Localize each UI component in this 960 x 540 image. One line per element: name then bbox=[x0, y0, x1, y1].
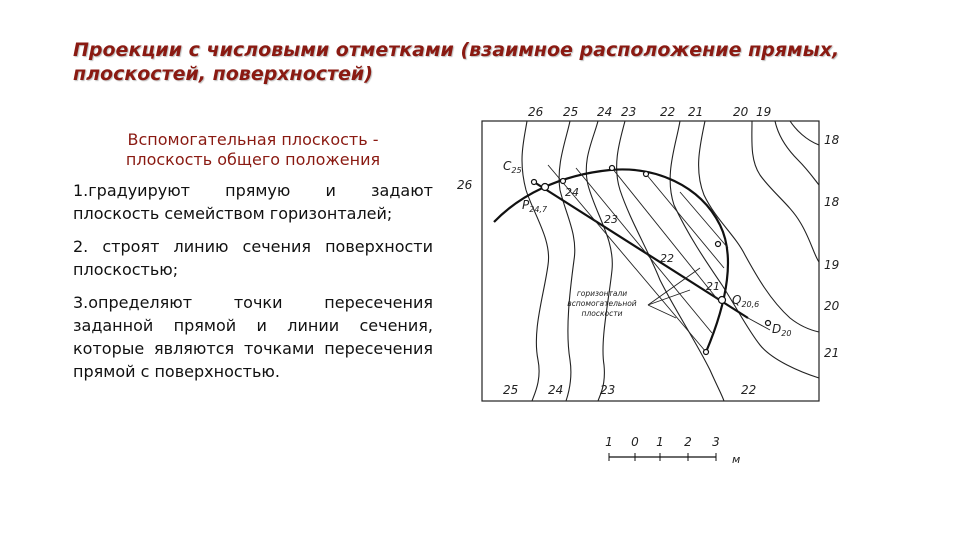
contour-26 bbox=[522, 121, 549, 401]
label: 23 bbox=[604, 213, 618, 226]
heading-line-2: плоскость общего положения bbox=[125, 150, 381, 169]
label: 26 bbox=[457, 178, 473, 192]
label: 21 bbox=[688, 105, 704, 119]
label: 21 bbox=[706, 280, 720, 293]
label: 22 bbox=[660, 105, 676, 119]
step-2: 2. строят линию сечения поверхности плоскостью; bbox=[73, 237, 433, 279]
intersection-point bbox=[610, 166, 615, 171]
diagram-frame bbox=[482, 121, 819, 401]
scale-label: 1 bbox=[656, 435, 664, 449]
label: 20 bbox=[824, 299, 840, 313]
contour-24 bbox=[586, 121, 612, 401]
callout-leader bbox=[648, 268, 700, 305]
point-d-label: $D_{20}$ bbox=[772, 322, 792, 338]
scale-bar bbox=[605, 435, 740, 466]
point-d-marker bbox=[766, 321, 771, 326]
intersection-point bbox=[561, 179, 566, 184]
callout-text bbox=[567, 289, 637, 318]
label: 21 bbox=[824, 346, 840, 360]
step-3: 3.определяют точки пересечения заданной прямой и линии сечения, которые являются точками пересечения прямой с поверхностью. bbox=[73, 293, 433, 381]
slide-title bbox=[73, 38, 873, 86]
scale-label: 3 bbox=[712, 435, 720, 449]
callout-line: плоскости bbox=[581, 309, 623, 318]
callout-line: вспомогательной bbox=[567, 299, 637, 308]
scale-label: 2 bbox=[684, 435, 692, 449]
top-labels bbox=[528, 105, 771, 119]
section-heading bbox=[73, 130, 433, 170]
label: 23 bbox=[600, 383, 616, 397]
section-curve bbox=[494, 169, 728, 352]
intersection-point bbox=[704, 350, 709, 355]
contour-25 bbox=[559, 121, 575, 401]
label: 24 bbox=[597, 105, 613, 119]
callout-line: горизонтали bbox=[576, 289, 628, 298]
label: 22 bbox=[741, 383, 757, 397]
label: 19 bbox=[824, 258, 840, 272]
point-p-label: $P_{24,7}$ bbox=[522, 198, 548, 214]
contour-20 bbox=[752, 121, 819, 262]
contour-18 bbox=[790, 121, 819, 145]
label: 25 bbox=[503, 383, 519, 397]
point-q-marker bbox=[719, 297, 726, 304]
label: 18 bbox=[824, 195, 840, 209]
contour-diagram bbox=[455, 97, 895, 477]
point-p-marker bbox=[542, 184, 549, 191]
point-c-marker bbox=[532, 180, 537, 185]
point-c-label: $C_{25}$ bbox=[503, 159, 522, 175]
intersection-point bbox=[644, 172, 649, 177]
label: 26 bbox=[528, 105, 544, 119]
scale-label: 0 bbox=[631, 435, 639, 449]
scale-label: 1 bbox=[605, 435, 613, 449]
right-labels bbox=[824, 133, 840, 360]
plane-horizontal-line bbox=[680, 192, 728, 248]
bottom-labels bbox=[503, 383, 756, 397]
text-block bbox=[73, 130, 433, 393]
label: 18 bbox=[824, 133, 840, 147]
label: 19 bbox=[756, 105, 772, 119]
label: 25 bbox=[563, 105, 579, 119]
intersection-point bbox=[716, 242, 721, 247]
title-line-1: Проекции с числовыми отметками (взаимное расположение прямых, bbox=[73, 39, 840, 61]
callout-leader bbox=[648, 290, 690, 305]
label: 24 bbox=[548, 383, 564, 397]
scale-unit: м bbox=[732, 453, 741, 466]
contour-22 bbox=[670, 121, 819, 378]
heading-line-1: Вспомогательная плоскость - bbox=[127, 130, 379, 149]
point-q-label: $Q_{20,6}$ bbox=[732, 293, 760, 309]
label: 23 bbox=[621, 105, 637, 119]
label: 20 bbox=[733, 105, 749, 119]
step-1: 1.градуируют прямую и задают плоскость семейством горизонталей; bbox=[73, 181, 433, 223]
title-line-2: плоскостей, поверхностей) bbox=[73, 63, 373, 85]
label: 22 bbox=[660, 252, 674, 265]
plane-horizontal-line bbox=[646, 174, 724, 268]
label: 24 bbox=[565, 186, 579, 199]
